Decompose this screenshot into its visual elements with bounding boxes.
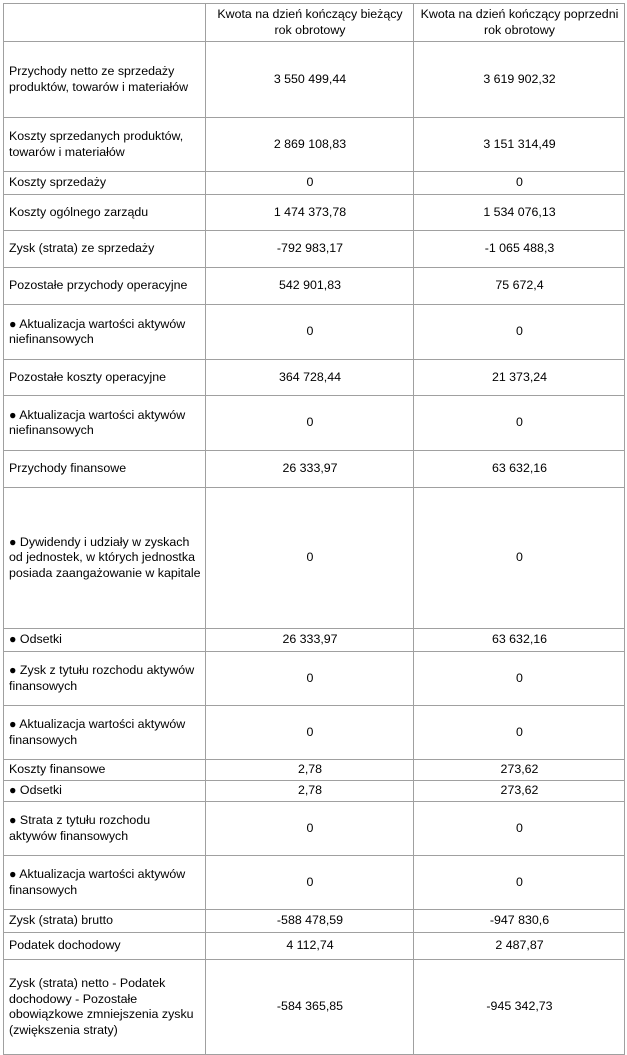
table-row	[4, 629, 625, 652]
row-value-previous: 21 373,24	[414, 360, 625, 396]
row-label: Podatek dochodowy	[4, 933, 206, 960]
row-value-previous: 273,62	[414, 760, 625, 781]
table-row	[4, 802, 625, 856]
row-label: ● Dywidendy i udziały w zyskach od jednostek, w których jednostka posiada zaangażowanie w kapitale	[4, 488, 206, 629]
row-value-current: 2,78	[206, 781, 414, 802]
row-label: Zysk (strata) ze sprzedaży	[4, 231, 206, 268]
row-value-previous: 0	[414, 396, 625, 451]
table-row	[4, 760, 625, 781]
row-label: ● Aktualizacja wartości aktywów niefinansowych	[4, 305, 206, 360]
row-value-previous: 0	[414, 652, 625, 706]
row-value-current: 0	[206, 396, 414, 451]
table-row	[4, 652, 625, 706]
table-row	[4, 118, 625, 172]
header-current-year: Kwota na dzień kończący bieżący rok obrotowy	[206, 4, 414, 42]
row-value-current: -584 365,85	[206, 960, 414, 1055]
row-label: Koszty sprzedanych produktów, towarów i materiałów	[4, 118, 206, 172]
row-value-previous: 0	[414, 488, 625, 629]
row-label: ● Odsetki	[4, 629, 206, 652]
row-value-current: 2 869 108,83	[206, 118, 414, 172]
row-label: ● Aktualizacja wartości aktywów niefinansowych	[4, 396, 206, 451]
row-label: ● Odsetki	[4, 781, 206, 802]
table-row	[4, 396, 625, 451]
table-row	[4, 856, 625, 910]
row-value-previous: 2 487,87	[414, 933, 625, 960]
row-label: Pozostałe przychody operacyjne	[4, 268, 206, 305]
table-row	[4, 706, 625, 760]
row-label: Przychody netto ze sprzedaży produktów, towarów i materiałów	[4, 42, 206, 118]
row-label: Koszty finansowe	[4, 760, 206, 781]
row-value-current: 0	[206, 856, 414, 910]
row-value-current: 2,78	[206, 760, 414, 781]
row-value-previous: 273,62	[414, 781, 625, 802]
row-label: Zysk (strata) brutto	[4, 910, 206, 933]
row-value-current: 3 550 499,44	[206, 42, 414, 118]
row-label: ● Strata z tytułu rozchodu aktywów finansowych	[4, 802, 206, 856]
row-label: Przychody finansowe	[4, 451, 206, 488]
row-value-previous: 0	[414, 706, 625, 760]
financial-table	[3, 3, 625, 1055]
row-label: ● Aktualizacja wartości aktywów finansowych	[4, 856, 206, 910]
row-value-previous: 63 632,16	[414, 451, 625, 488]
row-value-previous: 0	[414, 172, 625, 195]
row-value-previous: 0	[414, 856, 625, 910]
table-row	[4, 231, 625, 268]
header-row	[4, 4, 625, 42]
row-value-current: 4 112,74	[206, 933, 414, 960]
header-previous-year: Kwota na dzień kończący poprzedni rok obrotowy	[414, 4, 625, 42]
table-row	[4, 910, 625, 933]
row-label: Zysk (strata) netto - Podatek dochodowy - Pozostałe obowiązkowe zmniejszenia zysku (zwiększenia straty)	[4, 960, 206, 1055]
row-value-current: 0	[206, 488, 414, 629]
row-value-previous: 63 632,16	[414, 629, 625, 652]
table-row	[4, 195, 625, 231]
row-value-current: 1 474 373,78	[206, 195, 414, 231]
row-value-current: 26 333,97	[206, 629, 414, 652]
table-row	[4, 488, 625, 629]
row-value-previous: -1 065 488,3	[414, 231, 625, 268]
row-label: Koszty ogólnego zarządu	[4, 195, 206, 231]
table-row	[4, 360, 625, 396]
row-value-previous: 75 672,4	[414, 268, 625, 305]
row-value-current: -588 478,59	[206, 910, 414, 933]
row-value-current: 0	[206, 802, 414, 856]
row-value-current: 0	[206, 172, 414, 195]
row-value-current: 0	[206, 652, 414, 706]
table-body	[4, 42, 625, 1055]
table-row	[4, 305, 625, 360]
row-value-previous: 0	[414, 305, 625, 360]
row-value-previous: 3 151 314,49	[414, 118, 625, 172]
row-value-current: -792 983,17	[206, 231, 414, 268]
table-row	[4, 960, 625, 1055]
header-label-cell	[4, 4, 206, 42]
table-row	[4, 42, 625, 118]
row-value-current: 0	[206, 706, 414, 760]
row-value-current: 0	[206, 305, 414, 360]
table-row	[4, 933, 625, 960]
table-row	[4, 451, 625, 488]
row-value-previous: 0	[414, 802, 625, 856]
table-row	[4, 172, 625, 195]
row-value-previous: -945 342,73	[414, 960, 625, 1055]
row-label: Pozostałe koszty operacyjne	[4, 360, 206, 396]
row-value-current: 364 728,44	[206, 360, 414, 396]
table-row	[4, 268, 625, 305]
row-value-previous: -947 830,6	[414, 910, 625, 933]
row-value-current: 26 333,97	[206, 451, 414, 488]
row-label: Koszty sprzedaży	[4, 172, 206, 195]
table-row	[4, 781, 625, 802]
row-value-previous: 3 619 902,32	[414, 42, 625, 118]
row-label: ● Zysk z tytułu rozchodu aktywów finansowych	[4, 652, 206, 706]
row-label: ● Aktualizacja wartości aktywów finansowych	[4, 706, 206, 760]
row-value-previous: 1 534 076,13	[414, 195, 625, 231]
row-value-current: 542 901,83	[206, 268, 414, 305]
